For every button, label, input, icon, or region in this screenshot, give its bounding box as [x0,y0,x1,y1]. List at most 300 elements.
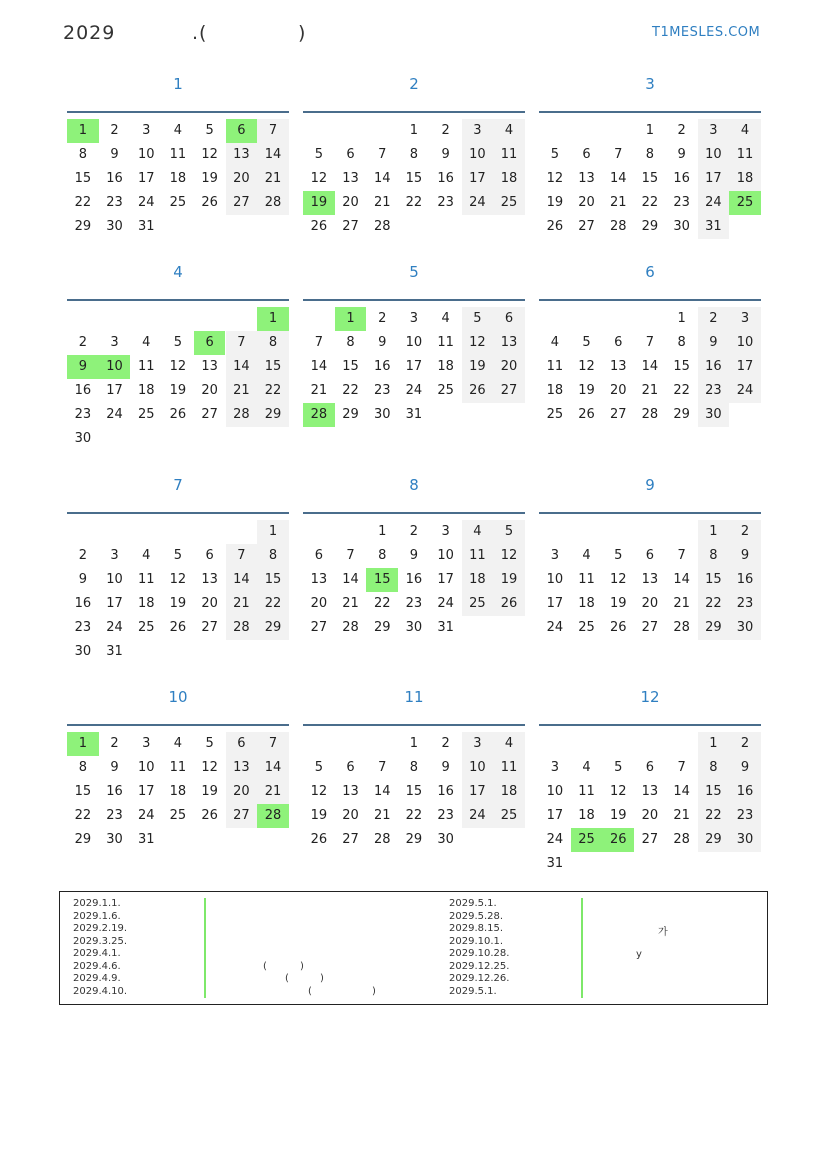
day-cell: 11 [729,143,761,167]
day-cell: 18 [729,167,761,191]
day-cell: 9 [110,760,119,775]
day-cell: 2 [378,311,387,326]
day-cell: 25 [493,804,525,828]
day-cell: 17 [137,171,155,186]
legend-date: 2029.5.1. [449,898,497,909]
day-cell: 19 [609,808,627,823]
day-cell: 24 [137,195,155,210]
day-cell: 7 [677,548,686,563]
day-cell: 28 [226,403,258,427]
day-cell: 2 [110,123,119,138]
day-cell: 17 [729,355,761,379]
day-cell: 1 [409,736,419,751]
day-cell: 5 [550,147,559,162]
day-cell: 29 [698,828,730,852]
day-cell: 2 [677,123,686,138]
day-cell: 5 [205,736,214,751]
day-cell: 23 [729,804,761,828]
month-label: 5 [409,263,419,281]
month-block [539,475,761,635]
day-cell: 16 [405,572,423,587]
day-cell: 13 [226,756,258,780]
day-cell: 6 [205,548,214,563]
day-cell: 30 [106,832,123,847]
day-cell: 23 [373,383,391,398]
day-cell: 19 [578,383,595,398]
day-cell: 25 [462,592,494,616]
day-cell: 27 [641,620,659,635]
day-cell: 20 [578,195,595,210]
day-cell: 12 [609,784,627,799]
legend-date: 2029.8.15. [449,923,504,934]
day-cell: 16 [106,784,123,799]
day-cell: 24 [437,596,454,611]
day-cell: 14 [257,756,289,780]
day-cell: 18 [137,596,155,611]
day-cell: 8 [78,760,87,775]
month-grid [67,299,289,446]
day-cell: 27 [641,832,659,847]
day-cell: 8 [257,331,289,355]
day-cell: 19 [201,784,218,799]
legend-note: 가 [658,927,668,938]
day-cell: 14 [373,784,391,799]
day-cell: 19 [609,596,627,611]
month-label: 1 [173,75,183,93]
day-cell: 13 [226,143,258,167]
day-cell: 16 [673,171,690,186]
day-cell: 7 [257,119,289,143]
legend-date: 2029.4.9. [73,973,121,984]
day-cell: 21 [373,195,391,210]
day-cell: 15 [257,355,289,379]
day-cell: 28 [342,620,359,635]
day-cell: 30 [437,832,454,847]
day-cell: 18 [462,568,494,592]
day-cell: 5 [493,520,525,544]
legend-date: 2029.5.28. [449,910,504,922]
month-label: 2 [409,75,419,93]
month-label: 4 [173,263,183,281]
day-cell: 25 [578,620,595,635]
day-cell: 2 [729,732,761,756]
month-label: 10 [168,688,188,706]
day-cell: 27 [201,620,218,635]
day-cell: 6 [645,548,655,563]
day-cell: 9 [78,572,87,587]
day-cell: 10 [437,548,454,563]
day-cell: 7 [645,335,655,350]
day-cell: 27 [609,407,627,422]
day-cell: 29 [74,219,92,234]
day-cell: 20 [310,596,328,611]
month-grid [303,724,525,847]
day-cell: 22 [74,195,92,210]
day-cell: 8 [378,548,387,563]
day-cell: 8 [346,335,355,350]
day-cell: 11 [437,335,454,350]
day-cell: 15 [405,171,423,186]
day-cell: 26 [578,407,595,422]
day-cell: 30 [729,616,761,640]
day-cell: 23 [698,379,730,403]
holiday-day-cell: 28 [257,804,289,828]
day-cell: 30 [74,431,92,446]
legend-date: 2029.1.1. [73,898,121,909]
day-cell: 5 [205,123,214,138]
holiday-day-cell: 1 [257,307,289,331]
day-cell: 23 [405,596,423,611]
day-cell: 16 [74,383,92,398]
day-cell: 14 [641,359,659,374]
day-cell: 17 [137,784,155,799]
month-block [303,262,525,422]
day-cell: 2 [110,736,119,751]
day-cell: 3 [409,311,419,326]
day-cell: 3 [142,123,151,138]
month-block [539,74,761,234]
day-cell: 1 [257,520,289,544]
day-cell: 22 [257,379,289,403]
day-cell: 31 [546,856,564,871]
day-cell: 26 [201,808,218,823]
month-block [539,262,761,422]
day-cell: 22 [673,383,690,398]
legend-paren: ( [308,986,312,997]
day-cell: 23 [106,808,123,823]
day-cell: 13 [641,572,659,587]
day-cell: 24 [462,804,494,828]
day-cell: 27 [226,804,258,828]
day-cell: 12 [493,544,525,568]
day-cell: 14 [310,359,328,374]
day-cell: 2 [409,524,419,539]
day-cell: 4 [582,548,591,563]
day-cell: 21 [373,808,391,823]
day-cell: 15 [257,568,289,592]
day-cell: 11 [137,359,155,374]
day-cell: 14 [226,568,258,592]
day-cell: 13 [641,784,659,799]
day-cell: 15 [342,359,359,374]
month-grid [67,111,289,234]
day-cell: 11 [493,143,525,167]
day-cell: 10 [729,331,761,355]
day-cell: 10 [462,143,494,167]
day-cell: 27 [578,219,595,234]
day-cell: 18 [578,596,595,611]
day-cell: 7 [257,732,289,756]
day-cell: 18 [578,808,595,823]
day-cell: 20 [201,596,218,611]
day-cell: 21 [226,379,258,403]
day-cell: 20 [609,383,627,398]
day-cell: 14 [226,355,258,379]
holiday-day-cell: 6 [226,119,258,143]
day-cell: 18 [169,784,187,799]
day-cell: 17 [698,167,730,191]
day-cell: 29 [257,403,289,427]
day-cell: 1 [698,732,730,756]
month-grid [303,299,525,422]
day-cell: 18 [137,383,155,398]
day-cell: 19 [546,195,564,210]
day-cell: 8 [698,544,730,568]
day-cell: 10 [137,147,155,162]
day-cell: 23 [437,808,454,823]
day-cell: 9 [110,147,119,162]
legend-note: y [636,949,642,960]
month-grid [303,111,525,234]
day-cell: 30 [729,828,761,852]
day-cell: 23 [106,195,123,210]
day-cell: 7 [614,147,623,162]
day-cell: 24 [546,832,564,847]
day-cell: 8 [698,756,730,780]
day-cell: 7 [226,544,258,568]
month-label: 3 [645,75,655,93]
day-cell: 4 [493,732,525,756]
month-label: 7 [173,476,183,494]
day-cell: 15 [641,171,659,186]
day-cell: 1 [378,524,387,539]
day-cell: 26 [310,832,328,847]
day-cell: 2 [441,123,450,138]
day-cell: 28 [373,832,391,847]
day-cell: 21 [257,167,289,191]
day-cell: 20 [226,167,258,191]
day-cell: 6 [614,335,623,350]
legend-paren: ) [300,961,304,972]
day-cell: 24 [137,808,155,823]
month-label: 9 [645,476,655,494]
day-cell: 2 [729,520,761,544]
day-cell: 9 [378,335,387,350]
day-cell: 16 [106,171,123,186]
month-block [303,74,525,234]
day-cell: 19 [169,596,187,611]
holiday-day-cell: 1 [335,307,367,331]
day-cell: 21 [641,383,659,398]
day-cell: 25 [546,407,564,422]
day-cell: 23 [74,620,92,635]
day-cell: 11 [462,544,494,568]
day-cell: 26 [310,219,328,234]
day-cell: 6 [346,147,355,162]
day-cell: 14 [257,143,289,167]
month-grid [67,724,289,847]
day-cell: 4 [441,311,450,326]
day-cell: 15 [673,359,690,374]
day-cell: 6 [314,548,323,563]
day-cell: 19 [462,355,494,379]
day-cell: 23 [673,195,690,210]
month-label: 12 [640,688,660,706]
day-cell: 31 [437,620,454,635]
day-cell: 11 [578,784,595,799]
day-cell: 5 [614,760,623,775]
day-cell: 10 [698,143,730,167]
day-cell: 16 [373,359,391,374]
day-cell: 15 [74,784,92,799]
day-cell: 3 [110,548,119,563]
day-cell: 16 [74,596,92,611]
day-cell: 28 [673,832,690,847]
day-cell: 15 [405,784,423,799]
month-grid [539,111,761,234]
day-cell: 25 [437,383,454,398]
day-cell: 21 [310,383,328,398]
day-cell: 2 [78,335,87,350]
day-cell: 9 [729,544,761,568]
month-block [303,687,525,847]
day-cell: 14 [609,171,627,186]
day-cell: 12 [310,784,328,799]
day-cell: 31 [405,407,423,422]
day-cell: 9 [729,756,761,780]
day-cell: 10 [106,572,123,587]
day-cell: 8 [645,147,655,162]
day-cell: 1 [677,311,686,326]
day-cell: 26 [462,379,494,403]
day-cell: 13 [493,331,525,355]
day-cell: 7 [314,335,323,350]
day-cell: 4 [582,760,591,775]
day-cell: 20 [493,355,525,379]
legend-date: 2029.3.25. [73,935,128,947]
day-cell: 7 [378,760,387,775]
legend-date: 2029.4.10. [73,985,128,997]
day-cell: 7 [677,760,686,775]
day-cell: 20 [342,195,359,210]
day-cell: 4 [142,335,151,350]
day-cell: 17 [546,808,564,823]
day-cell: 12 [169,359,187,374]
day-cell: 29 [673,407,690,422]
day-cell: 18 [493,780,525,804]
holiday-day-cell: 10 [99,355,131,379]
holiday-day-cell: 9 [67,355,99,379]
day-cell: 3 [142,736,151,751]
day-cell: 26 [609,620,627,635]
day-cell: 14 [673,572,690,587]
day-cell: 17 [106,383,123,398]
day-cell: 4 [462,520,494,544]
day-cell: 27 [342,219,359,234]
day-cell: 11 [493,756,525,780]
day-cell: 9 [441,147,450,162]
day-cell: 17 [546,596,564,611]
day-cell: 19 [310,808,328,823]
day-cell: 11 [546,359,564,374]
day-cell: 7 [346,548,355,563]
day-cell: 26 [201,195,218,210]
day-cell: 25 [493,191,525,215]
day-cell: 30 [74,644,92,659]
month-grid [303,512,525,635]
day-cell: 24 [698,191,730,215]
day-cell: 11 [137,572,155,587]
day-cell: 25 [137,407,155,422]
day-cell: 28 [257,191,289,215]
day-cell: 30 [698,403,730,427]
day-cell: 25 [169,808,187,823]
legend-date: 2029.2.19. [73,923,128,934]
day-cell: 10 [137,760,155,775]
day-cell: 3 [462,119,494,143]
holiday-day-cell: 15 [366,568,398,592]
day-cell: 8 [257,544,289,568]
day-cell: 6 [226,732,258,756]
day-cell: 26 [546,219,564,234]
day-cell: 13 [201,359,218,374]
day-cell: 13 [342,171,359,186]
day-cell: 22 [641,195,659,210]
day-cell: 29 [342,407,359,422]
day-cell: 25 [169,195,187,210]
day-cell: 13 [342,784,359,799]
day-cell: 21 [342,596,359,611]
brand-link[interactable]: T1MESLES.COM [652,25,761,40]
title-year: 2029 [63,22,116,44]
day-cell: 24 [462,191,494,215]
day-cell: 23 [729,592,761,616]
day-cell: 8 [78,147,87,162]
day-cell: 22 [405,195,423,210]
day-cell: 10 [546,572,564,587]
day-cell: 28 [226,616,258,640]
day-cell: 24 [106,407,123,422]
holiday-day-cell: 1 [67,732,99,756]
day-cell: 25 [137,620,155,635]
day-cell: 5 [614,548,623,563]
day-cell: 4 [173,123,183,138]
day-cell: 19 [493,568,525,592]
month-label: 11 [404,688,424,706]
day-cell: 27 [342,832,359,847]
day-cell: 23 [437,195,454,210]
month-block [67,687,289,847]
day-cell: 1 [409,123,419,138]
day-cell: 12 [609,572,627,587]
month-label: 6 [645,263,655,281]
day-cell: 7 [226,331,258,355]
day-cell: 13 [578,171,595,186]
day-cell: 30 [405,620,423,635]
legend-date: 2029.10.28. [449,948,510,959]
day-cell: 9 [409,548,419,563]
month-block [303,475,525,635]
day-cell: 22 [342,383,359,398]
day-cell: 27 [226,191,258,215]
day-cell: 29 [373,620,391,635]
day-cell: 18 [546,383,564,398]
day-cell: 9 [441,760,450,775]
day-cell: 4 [142,548,151,563]
day-cell: 19 [169,383,187,398]
day-cell: 31 [137,219,155,234]
day-cell: 13 [201,572,218,587]
title-paren-open: .( [192,22,208,44]
day-cell: 29 [641,219,659,234]
day-cell: 3 [110,335,119,350]
day-cell: 28 [641,407,659,422]
day-cell: 12 [201,760,218,775]
day-cell: 16 [437,171,454,186]
day-cell: 27 [310,620,328,635]
day-cell: 21 [257,780,289,804]
day-cell: 12 [578,359,595,374]
